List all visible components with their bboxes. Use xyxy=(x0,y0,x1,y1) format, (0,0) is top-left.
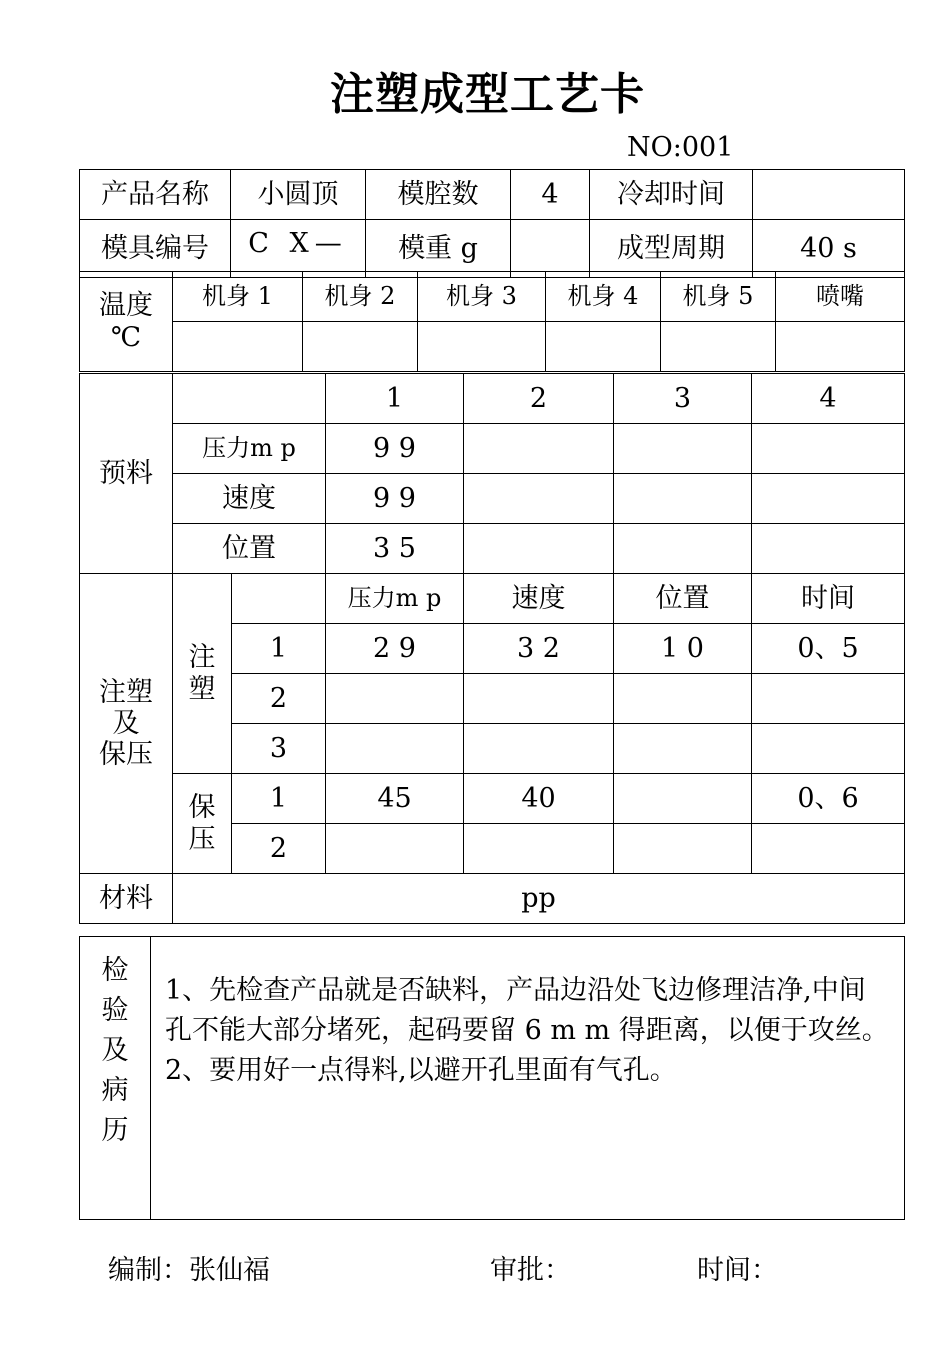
table-cell[interactable] xyxy=(614,524,752,574)
page-title: 注塑成型工艺卡 xyxy=(330,69,645,120)
table-cell[interactable] xyxy=(614,474,752,524)
table-row xyxy=(80,374,905,424)
stage-header: 3 xyxy=(614,374,752,424)
column-header: 时间 xyxy=(752,574,905,624)
table-cell[interactable] xyxy=(464,424,614,474)
table-row xyxy=(80,170,905,220)
hold-sub-label: 保 压 xyxy=(173,774,232,874)
table-cell[interactable] xyxy=(614,774,752,824)
preload-row-label: 速度 xyxy=(173,474,326,524)
temperature-label: 温度 ℃ xyxy=(80,272,173,372)
stage-label: 2 xyxy=(232,674,326,724)
table-row xyxy=(80,474,905,524)
zone-value[interactable] xyxy=(661,322,776,372)
zone-header: 机身 2 xyxy=(303,272,418,322)
cavity-field[interactable]: 4 xyxy=(511,170,590,220)
zone-value[interactable] xyxy=(776,322,905,372)
editor-signature: 编制：张仙福 xyxy=(108,1255,270,1286)
table-row xyxy=(80,220,905,278)
note-item: 2、要用好一点得料,以避开孔里面有气孔。 xyxy=(165,1055,677,1086)
preload-row-label: 位置 xyxy=(173,524,326,574)
stage-label: 1 xyxy=(232,624,326,674)
table-row xyxy=(80,574,905,624)
table-row xyxy=(80,774,905,824)
injection-label: 注塑 及 保压 xyxy=(80,574,173,874)
mold-no-field[interactable]: C X— xyxy=(231,220,366,278)
zone-header: 机身 3 xyxy=(418,272,546,322)
column-header: 速度 xyxy=(464,574,614,624)
table-cell[interactable] xyxy=(464,674,614,724)
mold-weight-field[interactable] xyxy=(511,220,590,278)
table-cell[interactable] xyxy=(752,824,905,874)
product-name-field[interactable]: 小圆顶 xyxy=(231,170,366,220)
table-cell[interactable]: 45 xyxy=(326,774,464,824)
table-cell[interactable] xyxy=(614,424,752,474)
table-cell[interactable] xyxy=(752,524,905,574)
table-cell[interactable] xyxy=(614,724,752,774)
zone-value[interactable] xyxy=(303,322,418,372)
table-cell[interactable]: 40 xyxy=(464,774,614,824)
material-label: 材料 xyxy=(80,874,173,924)
table-row xyxy=(80,874,905,924)
inject-sub-label: 注 塑 xyxy=(173,574,232,774)
date-field[interactable]: 时间： xyxy=(697,1255,778,1286)
stage-label: 3 xyxy=(232,724,326,774)
table-cell[interactable] xyxy=(752,674,905,724)
table-cell[interactable] xyxy=(752,424,905,474)
cooling-field[interactable] xyxy=(753,170,905,220)
preload-row-label: 压力m p xyxy=(173,424,326,474)
table-cell[interactable] xyxy=(464,724,614,774)
table-cell[interactable]: 0、5 xyxy=(752,624,905,674)
table-cell[interactable] xyxy=(752,724,905,774)
zone-value[interactable] xyxy=(173,322,303,372)
table-row xyxy=(80,322,905,372)
mold-weight-label: 模重 g xyxy=(366,220,511,278)
table-cell[interactable] xyxy=(464,824,614,874)
stage-header: 4 xyxy=(752,374,905,424)
table-cell[interactable]: 3 2 xyxy=(464,624,614,674)
inspection-table xyxy=(79,936,905,1220)
table-cell[interactable]: 2 9 xyxy=(326,624,464,674)
zone-header: 机身 1 xyxy=(173,272,303,322)
table-cell[interactable] xyxy=(464,524,614,574)
column-header: 位置 xyxy=(614,574,752,624)
note-item: 1、先检查产品就是否缺料，产品边沿处飞边修理洁净,中间孔不能大部分堵死，起码要留 6 m m 得距离，以便于攻丝。 xyxy=(165,975,889,1046)
column-header: 压力m p xyxy=(326,574,464,624)
stage-header: 1 xyxy=(326,374,464,424)
header-table xyxy=(79,169,905,278)
table-cell[interactable] xyxy=(614,674,752,724)
table-cell[interactable] xyxy=(326,824,464,874)
table-cell[interactable] xyxy=(464,474,614,524)
zone-header: 机身 5 xyxy=(661,272,776,322)
inspection-label: 检 验 及 病 历 xyxy=(80,937,151,1220)
material-field[interactable]: pp xyxy=(173,874,905,924)
table-cell[interactable]: 9 9 xyxy=(326,424,464,474)
stage-header: 2 xyxy=(464,374,614,424)
stage-label: 1 xyxy=(232,774,326,824)
table-cell[interactable]: 9 9 xyxy=(326,474,464,524)
cooling-label: 冷却时间 xyxy=(590,170,753,220)
zone-header: 机身 4 xyxy=(546,272,661,322)
cycle-field[interactable]: 40 s xyxy=(753,220,905,278)
table-row xyxy=(80,937,905,1220)
table-cell[interactable] xyxy=(326,724,464,774)
table-cell[interactable] xyxy=(326,674,464,724)
product-name-label: 产品名称 xyxy=(80,170,231,220)
table-row xyxy=(80,424,905,474)
table-row xyxy=(80,524,905,574)
temperature-table xyxy=(79,271,905,372)
inspection-notes[interactable] xyxy=(151,937,905,1220)
stage-label: 2 xyxy=(232,824,326,874)
zone-header: 喷嘴 xyxy=(776,272,905,322)
cavity-label: 模腔数 xyxy=(366,170,511,220)
table-cell[interactable]: 0、6 xyxy=(752,774,905,824)
corner-cell xyxy=(173,374,326,424)
approval-field[interactable]: 审批： xyxy=(490,1255,571,1286)
zone-value[interactable] xyxy=(546,322,661,372)
table-row xyxy=(80,272,905,322)
process-table xyxy=(79,373,905,924)
table-cell[interactable]: 1 0 xyxy=(614,624,752,674)
document-number: NO:001 xyxy=(627,132,734,163)
mold-no-label: 模具编号 xyxy=(80,220,231,278)
table-cell[interactable]: 3 5 xyxy=(326,524,464,574)
corner-cell xyxy=(232,574,326,624)
preload-label: 预料 xyxy=(80,374,173,574)
zone-value[interactable] xyxy=(418,322,546,372)
cycle-label: 成型周期 xyxy=(590,220,753,278)
table-cell[interactable] xyxy=(614,824,752,874)
table-cell[interactable] xyxy=(752,474,905,524)
